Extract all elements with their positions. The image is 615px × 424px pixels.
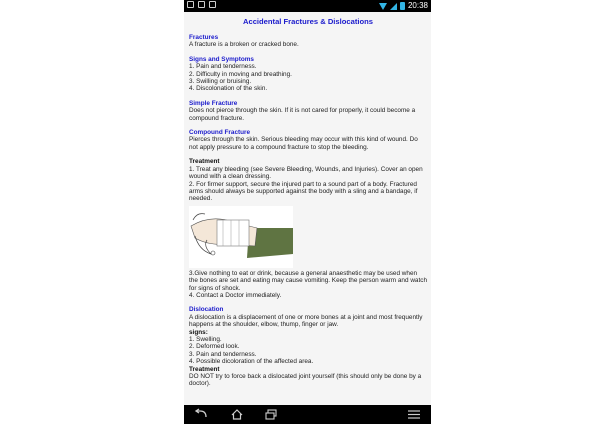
status-bar — [184, 0, 431, 12]
device-screen — [184, 0, 431, 424]
heading-dislocation: Dislocation — [189, 306, 224, 314]
wifi-icon — [379, 3, 387, 10]
menu-icon[interactable] — [407, 408, 421, 421]
sign-item: 2. Difficulty in moving and breathing. — [189, 70, 292, 78]
heading-signs: Signs and Symptoms — [189, 55, 254, 63]
back-icon[interactable] — [194, 408, 208, 421]
fractures-text: A fracture is a broken or cracked bone. — [189, 41, 299, 49]
arm-splint-illustration — [189, 206, 293, 268]
dislocation-treatment-text: DO NOT try to force back a dislocated joint yourself (this should only be done by a doctor). — [189, 373, 422, 388]
compound-fracture-text: Pierces through the skin. Serious bleeding may occur with this kind of wound. Do not apply pressure to a compound fracture to stop the bleeding. — [189, 136, 418, 151]
dislocation-sign-item: 4. Possible dicoloration of the affected area. — [189, 358, 314, 366]
heading-fractures: Fractures — [189, 34, 219, 41]
dislocation-sign-item: 3. Pain and tenderness. — [189, 350, 257, 358]
treatment-item: 4. Contact a Doctor immediately. — [189, 291, 282, 299]
sign-item: 1. Pain and tenderness. — [189, 63, 257, 71]
navigation-bar — [184, 405, 431, 424]
simple-fracture-text: Does not pierce through the skin. If it is not cared for properly, it could become a compound fracture. — [189, 107, 416, 122]
notification-icon — [187, 1, 194, 8]
clock: 20:38 — [407, 1, 428, 10]
article-view[interactable] — [184, 12, 431, 405]
recent-apps-icon[interactable] — [264, 408, 278, 421]
bag-icon — [209, 1, 216, 8]
home-icon[interactable] — [230, 408, 244, 421]
treatment-item: 1. Treat any bleeding (see Severe Bleeding, Wounds, and Injuries). Cover an open wound with a clean dressing. — [189, 165, 423, 181]
treatment-item: 2. For firmer support, secure the injured part to a sound part of a body. Fractured arms should always be supported against the body with a sling and a bandage, if needed. — [189, 180, 418, 203]
dislocation-text: A dislocation is a displacement of one or more bones at a joint and most frequently happens at the shoulder, elbow, thump, finger or jaw. — [189, 313, 423, 329]
battery-icon — [400, 2, 405, 10]
page-title: Accidental Fractures & Dislocations — [243, 17, 373, 26]
dislocation-treatment-label: Treatment — [189, 365, 220, 373]
signal-icon — [390, 3, 397, 10]
sign-item: 3. Swilling or bruising. — [189, 78, 252, 86]
sign-item: 4. Discolonation of the skin. — [189, 85, 268, 93]
heading-treatment: Treatment — [189, 158, 220, 166]
heading-simple-fracture: Simple Fracture — [189, 99, 238, 107]
heading-compound-fracture: Compound Fracture — [189, 129, 251, 137]
notification-icons — [187, 1, 216, 8]
message-icon — [198, 1, 205, 8]
dislocation-sign-item: 2. Deformed look. — [189, 343, 240, 351]
system-icons — [379, 0, 428, 12]
dislocation-sign-item: 1. Swelling. — [189, 335, 222, 343]
dislocation-signs-label: signs: — [189, 328, 208, 336]
treatment-item: 3.Give nothing to eat or drink, because a general anaesthetic may be used when the bones are set and eating may cause vomiting. Keep the person warm and watch for signs of shock. — [189, 269, 428, 292]
